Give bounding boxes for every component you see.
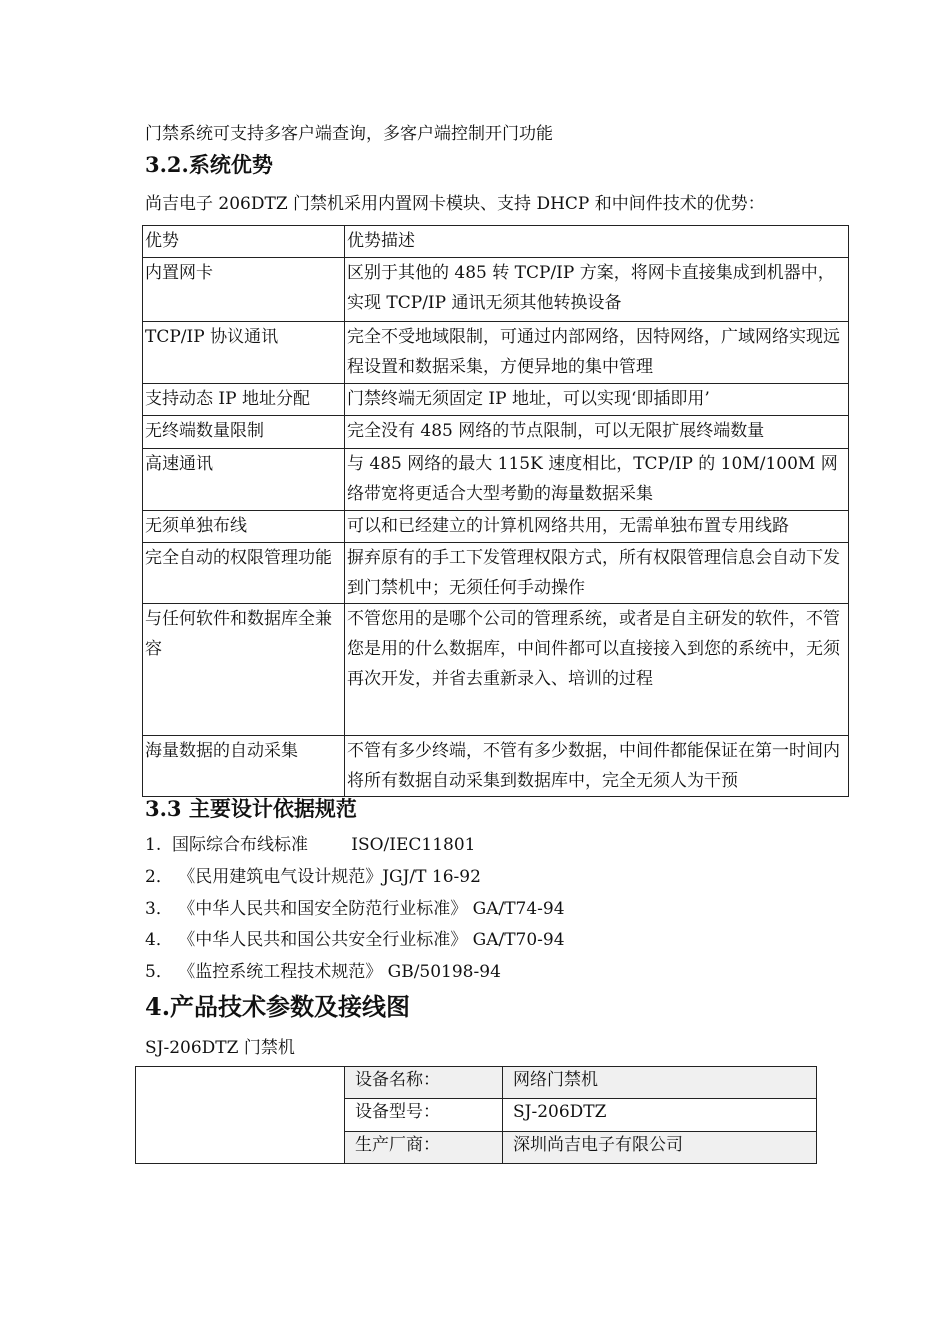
description-cell: 不管有多少终端，不管有多少数据，中间件都能保证在第一时间内将所有数据自动采集到数据库中，完全无须人为干预 [345, 736, 849, 797]
list-item: 2． 《民用建筑电气设计规范》JGJ/T 16-92 [145, 867, 481, 887]
description-cell: 门禁终端无须固定 IP 地址，可以实现‘即插即用’ [345, 384, 849, 416]
spec-table [135, 1066, 817, 1164]
table-header-row [143, 226, 849, 258]
table-row [143, 449, 849, 511]
list-item: 3． 《中华人民共和国安全防范行业标准》 GA/T74-94 [145, 899, 565, 919]
description-cell: 完全没有 485 网络的节点限制，可以无限扩展终端数量 [345, 416, 849, 449]
advantage-cell: 与任何软件和数据库全兼容 [143, 604, 345, 736]
table-row [143, 384, 849, 416]
advantage-cell: 海量数据的自动采集 [143, 736, 345, 797]
product-name: SJ-206DTZ 门禁机 [145, 1038, 295, 1058]
list-item: 4． 《中华人民共和国公共安全行业标准》 GA/T70-94 [145, 930, 565, 950]
table-row [143, 604, 849, 736]
advantage-cell: 无须单独布线 [143, 511, 345, 543]
list-item: 5． 《监控系统工程技术规范》 GB/50198-94 [145, 962, 501, 982]
list-item: 1. 国际综合布线标准 ISO/IEC11801 [145, 835, 476, 855]
description-cell: 摒弃原有的手工下发管理权限方式，所有权限管理信息会自动下发到门禁机中；无须任何手动操作 [345, 543, 849, 604]
table-row [143, 416, 849, 449]
section-3-3-heading: 3.3 主要设计依据规范 [145, 796, 357, 821]
spec-label: 设备名称： [345, 1067, 503, 1099]
table-row [143, 543, 849, 604]
spec-value: 网络门禁机 [503, 1067, 817, 1099]
description-cell: 与 485 网络的最大 115K 速度相比，TCP/IP 的 10M/100M 网络带宽将更适合大型考勤的海量数据采集 [345, 449, 849, 511]
spec-label: 设备型号： [345, 1099, 503, 1131]
intro-line: 门禁系统可支持多客户端查询，多客户端控制开门功能 [145, 124, 553, 144]
table-row [143, 511, 849, 543]
table-row [143, 736, 849, 797]
description-cell: 可以和已经建立的计算机网络共用，无需单独布置专用线路 [345, 511, 849, 543]
product-image-cell [136, 1067, 345, 1164]
description-cell: 完全不受地域限制，可通过内部网络，因特网络，广域网络实现远程设置和数据采集，方便异地的集中管理 [345, 322, 849, 384]
advantage-cell: 支持动态 IP 地址分配 [143, 384, 345, 416]
section-4-heading: 4.产品技术参数及接线图 [145, 992, 411, 1021]
advantage-cell: 高速通讯 [143, 449, 345, 511]
advantage-cell: 内置网卡 [143, 258, 345, 322]
advantage-cell: 完全自动的权限管理功能 [143, 543, 345, 604]
table-row [136, 1067, 817, 1099]
description-cell: 区别于其他的 485 转 TCP/IP 方案，将网卡直接集成到机器中，实现 TCP/IP 通讯无须其他转换设备 [345, 258, 849, 322]
advantage-cell: TCP/IP 协议通讯 [143, 322, 345, 384]
header-description: 优势描述 [345, 226, 849, 258]
advantage-cell: 无终端数量限制 [143, 416, 345, 449]
table-row [143, 258, 849, 322]
spec-value: 深圳尚吉电子有限公司 [503, 1131, 817, 1163]
table-row [143, 322, 849, 384]
section-3-2-lead: 尚吉电子 206DTZ 门禁机采用内置网卡模块、支持 DHCP 和中间件技术的优势： [145, 194, 765, 214]
header-advantage: 优势 [143, 226, 345, 258]
description-cell: 不管您用的是哪个公司的管理系统，或者是自主研发的软件，不管您是用的什么数据库，中间件都可以直接接入到您的系统中，无须再次开发，并省去重新录入、培训的过程 [345, 604, 849, 736]
section-3-2-heading: 3.2.系统优势 [145, 152, 273, 177]
advantages-table [142, 225, 849, 797]
spec-value: SJ-206DTZ [503, 1099, 817, 1131]
spec-label: 生产厂商： [345, 1131, 503, 1163]
